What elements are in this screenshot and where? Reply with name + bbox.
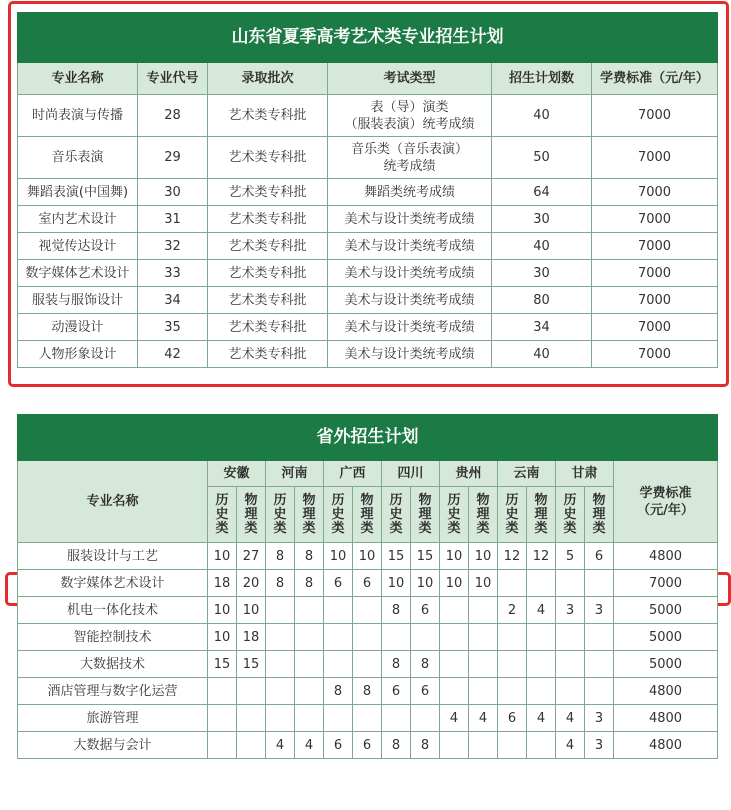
table1-cell: 人物形象设计 [18, 341, 138, 368]
table-row [18, 233, 718, 260]
table-row [18, 287, 718, 314]
table-row [18, 260, 718, 287]
province-header: 安徽 [208, 461, 266, 487]
table2-quota-cell [266, 624, 295, 651]
table-row [18, 705, 718, 732]
table2-quota-cell [527, 651, 556, 678]
table1-header-4: 招生计划数 [492, 63, 592, 95]
table2-fee-cell: 5000 [614, 597, 718, 624]
table-row [18, 678, 718, 705]
table1-cell: 舞蹈类统考成绩 [328, 179, 492, 206]
table2-quota-cell [324, 651, 353, 678]
table1-cell: 32 [138, 233, 208, 260]
table2-quota-cell [295, 678, 324, 705]
history-subheader: 历 史 类 [498, 487, 527, 543]
table1-cell: 7000 [592, 314, 718, 341]
table2-quota-cell: 20 [237, 570, 266, 597]
table2-quota-cell [382, 624, 411, 651]
table-row [18, 137, 718, 179]
table2-quota-cell: 2 [498, 597, 527, 624]
table2-quota-cell: 5 [556, 543, 585, 570]
table2-quota-cell: 6 [324, 570, 353, 597]
table2-quota-cell: 8 [324, 678, 353, 705]
table2-fee-cell: 4800 [614, 732, 718, 759]
table2-quota-cell: 3 [585, 705, 614, 732]
table2-quota-cell [411, 624, 440, 651]
table2-quota-cell: 8 [382, 732, 411, 759]
table2-quota-cell: 27 [237, 543, 266, 570]
table1-title: 山东省夏季高考艺术类专业招生计划 [18, 13, 718, 63]
table2-quota-cell: 10 [469, 543, 498, 570]
table2-quota-cell: 8 [295, 543, 324, 570]
table1-cell: 33 [138, 260, 208, 287]
table2-quota-cell [324, 705, 353, 732]
table1-cell: 美术与设计类统考成绩 [328, 314, 492, 341]
table1-cell: 艺术类专科批 [208, 95, 328, 137]
table1-cell: 40 [492, 233, 592, 260]
table2-fee-cell: 4800 [614, 678, 718, 705]
table-row [18, 597, 718, 624]
table1-cell: 7000 [592, 179, 718, 206]
province-header: 四川 [382, 461, 440, 487]
table2-quota-cell [440, 732, 469, 759]
table2-quota-cell [353, 624, 382, 651]
table1-cell: 艺术类专科批 [208, 260, 328, 287]
table2-quota-cell: 15 [411, 543, 440, 570]
table1-cell: 7000 [592, 137, 718, 179]
table2-fee-header: 学费标准 （元/年） [614, 461, 718, 543]
table2-quota-cell [237, 732, 266, 759]
table-row [18, 95, 718, 137]
physics-subheader: 物 理 类 [295, 487, 324, 543]
table2-quota-cell: 10 [237, 597, 266, 624]
table1-cell: 80 [492, 287, 592, 314]
province-header: 广西 [324, 461, 382, 487]
table1-cell: 艺术类专科批 [208, 287, 328, 314]
table1-cell: 7000 [592, 341, 718, 368]
table1-cell: 艺术类专科批 [208, 137, 328, 179]
table2-quota-cell [527, 732, 556, 759]
table1-cell: 舞蹈表演(中国舞) [18, 179, 138, 206]
table2-quota-cell: 3 [585, 732, 614, 759]
physics-subheader: 物 理 类 [237, 487, 266, 543]
table2-quota-cell: 8 [266, 570, 295, 597]
table2-quota-cell: 15 [237, 651, 266, 678]
table2-quota-cell: 10 [382, 570, 411, 597]
history-subheader: 历 史 类 [324, 487, 353, 543]
table2-quota-cell: 15 [208, 651, 237, 678]
table1-cell: 室内艺术设计 [18, 206, 138, 233]
table2-quota-cell: 18 [208, 570, 237, 597]
table2-fee-cell: 7000 [614, 570, 718, 597]
table1-cell: 40 [492, 341, 592, 368]
table1-cell: 30 [492, 260, 592, 287]
table2-quota-cell: 6 [324, 732, 353, 759]
table2-quota-cell: 3 [556, 597, 585, 624]
table2-quota-cell [295, 597, 324, 624]
table2-quota-cell: 6 [411, 678, 440, 705]
table2-quota-cell [556, 570, 585, 597]
table2-quota-cell: 8 [382, 597, 411, 624]
table2-quota-cell [266, 678, 295, 705]
table2-major-cell: 酒店管理与数字化运营 [18, 678, 208, 705]
table2-quota-cell [527, 678, 556, 705]
table1-cell: 7000 [592, 206, 718, 233]
table1-cell: 音乐表演 [18, 137, 138, 179]
table2-quota-cell [585, 651, 614, 678]
table1-cell: 数字媒体艺术设计 [18, 260, 138, 287]
table2-quota-cell [527, 570, 556, 597]
table1-cell: 艺术类专科批 [208, 233, 328, 260]
table2-quota-cell: 8 [353, 678, 382, 705]
table2-major-cell: 服装设计与工艺 [18, 543, 208, 570]
province-header: 云南 [498, 461, 556, 487]
table2-quota-cell: 6 [353, 732, 382, 759]
table1-header-1: 专业代号 [138, 63, 208, 95]
table1-cell: 42 [138, 341, 208, 368]
table1-cell: 34 [492, 314, 592, 341]
table1-cell: 美术与设计类统考成绩 [328, 287, 492, 314]
history-subheader: 历 史 类 [208, 487, 237, 543]
table2-quota-cell: 15 [382, 543, 411, 570]
table2-major-cell: 数字媒体艺术设计 [18, 570, 208, 597]
table1-cell: 视觉传达设计 [18, 233, 138, 260]
table2-quota-cell: 10 [208, 597, 237, 624]
history-subheader: 历 史 类 [382, 487, 411, 543]
table2-fee-cell: 4800 [614, 543, 718, 570]
physics-subheader: 物 理 类 [353, 487, 382, 543]
table2-quota-cell: 3 [585, 597, 614, 624]
table2-quota-cell: 10 [208, 624, 237, 651]
table2-quota-cell: 4 [469, 705, 498, 732]
table2-fee-cell: 5000 [614, 624, 718, 651]
table2-quota-cell: 4 [440, 705, 469, 732]
table1-cell: 34 [138, 287, 208, 314]
table2-quota-cell: 10 [208, 543, 237, 570]
table1-cell: 表（导）演类 （服装表演）统考成绩 [328, 95, 492, 137]
province-header: 甘肃 [556, 461, 614, 487]
table2-quota-cell: 8 [411, 732, 440, 759]
table2-quota-cell: 18 [237, 624, 266, 651]
table-row [18, 314, 718, 341]
table2-quota-cell: 10 [353, 543, 382, 570]
table1-cell: 时尚表演与传播 [18, 95, 138, 137]
table1-cell: 30 [138, 179, 208, 206]
table2-major-cell: 智能控制技术 [18, 624, 208, 651]
table2-quota-cell: 10 [324, 543, 353, 570]
table2-quota-cell: 4 [556, 705, 585, 732]
table-row [18, 543, 718, 570]
table2-quota-cell: 6 [585, 543, 614, 570]
table-row [18, 341, 718, 368]
table2-quota-cell [498, 624, 527, 651]
table2-title: 省外招生计划 [18, 415, 718, 461]
table1-cell: 服装与服饰设计 [18, 287, 138, 314]
table-row [18, 732, 718, 759]
table2-quota-cell [295, 624, 324, 651]
table-row [18, 206, 718, 233]
table2-quota-cell [266, 705, 295, 732]
table2-quota-cell: 8 [411, 651, 440, 678]
table1-cell: 40 [492, 95, 592, 137]
table2-quota-cell [266, 651, 295, 678]
table2-quota-cell [295, 705, 324, 732]
table2-quota-cell: 10 [440, 570, 469, 597]
table2-major-cell: 旅游管理 [18, 705, 208, 732]
table2-quota-cell [295, 651, 324, 678]
table2-quota-cell [353, 651, 382, 678]
province-header: 贵州 [440, 461, 498, 487]
table1-cell: 美术与设计类统考成绩 [328, 233, 492, 260]
shandong-art-plan-table [17, 12, 718, 368]
table1-cell: 28 [138, 95, 208, 137]
table2-quota-cell [411, 705, 440, 732]
table2-quota-cell [498, 678, 527, 705]
table1-cell: 35 [138, 314, 208, 341]
table2-quota-cell: 6 [353, 570, 382, 597]
physics-subheader: 物 理 类 [469, 487, 498, 543]
table1-header-3: 考试类型 [328, 63, 492, 95]
table1-cell: 美术与设计类统考成绩 [328, 341, 492, 368]
table2-quota-cell: 4 [266, 732, 295, 759]
table2-quota-cell [208, 732, 237, 759]
table2-quota-cell [469, 651, 498, 678]
physics-subheader: 物 理 类 [527, 487, 556, 543]
table2-quota-cell: 8 [266, 543, 295, 570]
table1-cell: 艺术类专科批 [208, 341, 328, 368]
table2-quota-cell: 8 [295, 570, 324, 597]
table2-quota-cell: 10 [469, 570, 498, 597]
table2-quota-cell [440, 624, 469, 651]
table1-cell: 7000 [592, 233, 718, 260]
table2-major-cell: 机电一体化技术 [18, 597, 208, 624]
table1-cell: 7000 [592, 95, 718, 137]
table2-major-cell: 大数据与会计 [18, 732, 208, 759]
table-row [18, 624, 718, 651]
table2-major-cell: 大数据技术 [18, 651, 208, 678]
table2-quota-cell: 10 [411, 570, 440, 597]
table2-quota-cell [469, 624, 498, 651]
table2-quota-cell [208, 678, 237, 705]
table1-header-5: 学费标准（元/年） [592, 63, 718, 95]
table2-major-header: 专业名称 [18, 461, 208, 543]
table2-quota-cell [585, 624, 614, 651]
table1-cell: 64 [492, 179, 592, 206]
table1-cell: 美术与设计类统考成绩 [328, 260, 492, 287]
table2-quota-cell: 6 [411, 597, 440, 624]
table1-header-0: 专业名称 [18, 63, 138, 95]
table2-quota-cell: 4 [527, 597, 556, 624]
table2-quota-cell [266, 597, 295, 624]
table2-fee-cell: 5000 [614, 651, 718, 678]
table2-fee-cell: 4800 [614, 705, 718, 732]
table2-quota-cell [440, 597, 469, 624]
table2-quota-cell: 8 [382, 651, 411, 678]
table2-quota-cell: 4 [527, 705, 556, 732]
physics-subheader: 物 理 类 [585, 487, 614, 543]
table1-header-2: 录取批次 [208, 63, 328, 95]
table2-quota-cell [440, 678, 469, 705]
table2-quota-cell [237, 678, 266, 705]
table1-cell: 艺术类专科批 [208, 179, 328, 206]
table-row [18, 570, 718, 597]
table2-quota-cell: 6 [382, 678, 411, 705]
table2-quota-cell [469, 732, 498, 759]
table2-quota-cell [469, 597, 498, 624]
table2-quota-cell [498, 651, 527, 678]
history-subheader: 历 史 类 [556, 487, 585, 543]
table1-cell: 动漫设计 [18, 314, 138, 341]
table2-quota-cell [382, 705, 411, 732]
physics-subheader: 物 理 类 [411, 487, 440, 543]
table2-quota-cell [556, 651, 585, 678]
table2-quota-cell [556, 624, 585, 651]
table2-quota-cell [498, 570, 527, 597]
table2-quota-cell: 4 [295, 732, 324, 759]
table2-quota-cell [527, 624, 556, 651]
table-row [18, 179, 718, 206]
table1-cell: 艺术类专科批 [208, 206, 328, 233]
history-subheader: 历 史 类 [440, 487, 469, 543]
province-header: 河南 [266, 461, 324, 487]
table1-cell: 艺术类专科批 [208, 314, 328, 341]
table2-quota-cell: 6 [498, 705, 527, 732]
table1-cell: 31 [138, 206, 208, 233]
table2-quota-cell: 4 [556, 732, 585, 759]
table2-quota-cell [585, 570, 614, 597]
table2-quota-cell [353, 705, 382, 732]
table2-quota-cell [498, 732, 527, 759]
table2-quota-cell [324, 597, 353, 624]
table2-quota-cell: 12 [527, 543, 556, 570]
table2-quota-cell [440, 651, 469, 678]
out-of-province-plan-table [17, 414, 718, 759]
table2-quota-cell [208, 705, 237, 732]
history-subheader: 历 史 类 [266, 487, 295, 543]
table1-cell: 音乐类（音乐表演） 统考成绩 [328, 137, 492, 179]
table1-cell: 美术与设计类统考成绩 [328, 206, 492, 233]
table2-quota-cell [469, 678, 498, 705]
table2-quota-cell [556, 678, 585, 705]
table2-quota-cell [237, 705, 266, 732]
table1-cell: 7000 [592, 287, 718, 314]
table1-cell: 7000 [592, 260, 718, 287]
table2-quota-cell: 10 [440, 543, 469, 570]
table-row [18, 651, 718, 678]
table1-cell: 29 [138, 137, 208, 179]
table1-cell: 50 [492, 137, 592, 179]
table2-quota-cell: 12 [498, 543, 527, 570]
table2-quota-cell [324, 624, 353, 651]
table1-cell: 30 [492, 206, 592, 233]
table2-quota-cell [585, 678, 614, 705]
table2-quota-cell [353, 597, 382, 624]
